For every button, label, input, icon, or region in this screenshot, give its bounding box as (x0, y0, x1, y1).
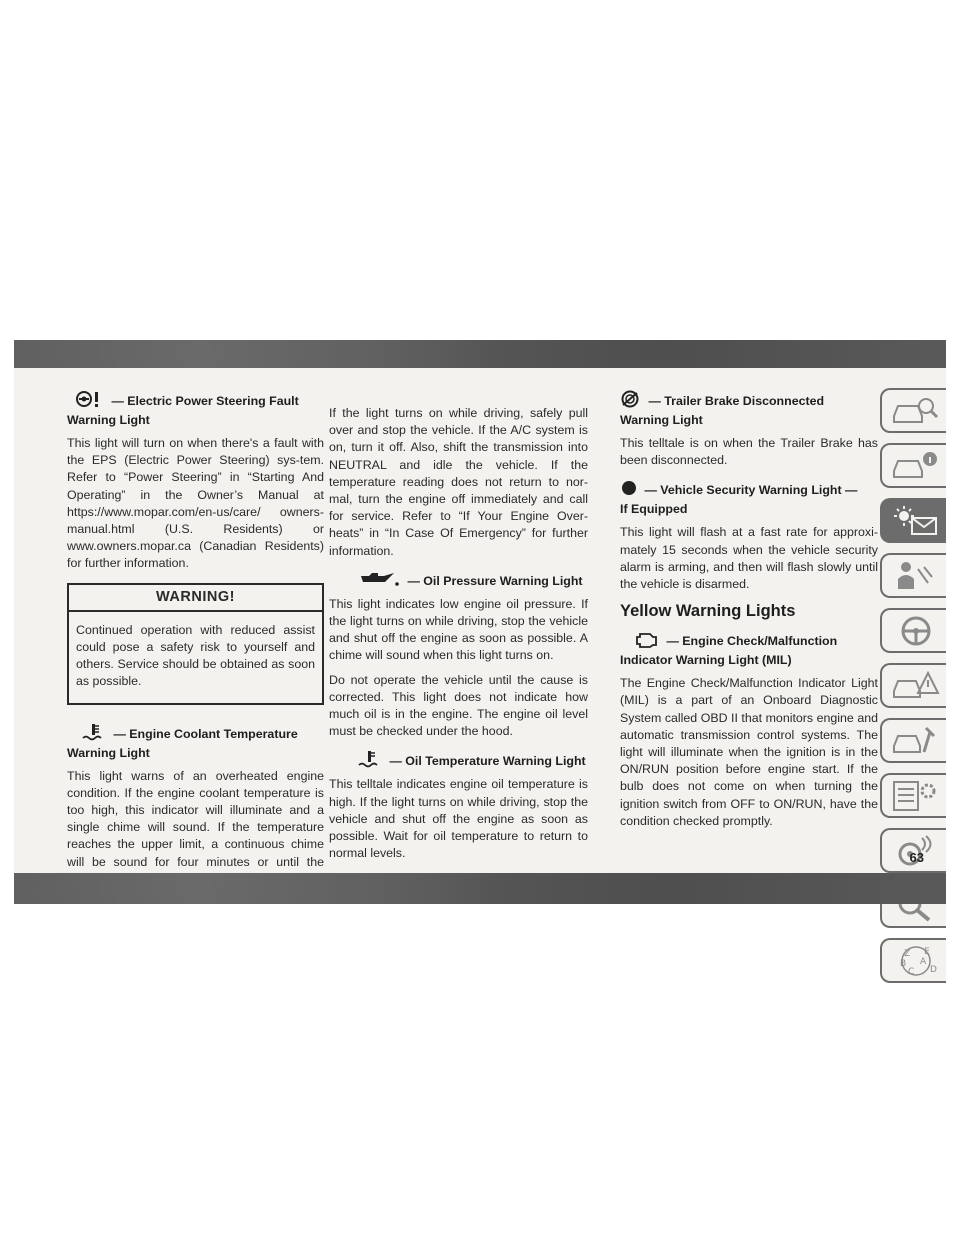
index-letter: C (908, 967, 915, 977)
trailer-title-b: Warning Light (620, 413, 703, 427)
mil-title-a: — Engine Check/Malfunction (666, 634, 838, 649)
trailer-text: This telltale is on when the Trailer Brake has been disconnected. (620, 436, 878, 468)
steering-wheel-icon (890, 614, 940, 648)
tab-index[interactable] (880, 938, 946, 983)
coolant-temp-icon (81, 727, 113, 741)
security-title-a: — Vehicle Security Warning Light — (644, 483, 858, 498)
warning-lights-icon (890, 504, 940, 538)
engine-check-icon (634, 634, 666, 648)
coolant-text: This light warns of an overheated engine condition. If the engine coolant temperature is too high, this indicator will illuminate and a single chime will sound. If the temperature reaches the upper limit, a continuous chime will be sound for four minutes or until the (67, 768, 324, 869)
oil-pressure-text-1: This light indicates low engine oil pressure. If the light turns on while driving, stop the vehicle and shut off the engine as soon as possible. A chime will sound when this light turns on. (329, 596, 588, 663)
tab-emergency[interactable] (880, 663, 946, 708)
eps-heading (67, 390, 324, 430)
column-1 (67, 390, 324, 895)
security-text: This light will flash at a fast rate for approxi-mately 15 seconds when the vehicle security alarm is arming, and then will flash slowly until the vehicle is disarmed. (620, 525, 878, 592)
oil-temp-text: This telltale indicates engine oil temperature is high. If the light turns on while driving, stop the vehicle and shut off the engine as soon as possible. Wait for oil temperature to return to normal levels. (329, 777, 588, 861)
tab-getting-to-know-vehicle[interactable] (880, 388, 946, 433)
oil-pressure-title: — Oil Pressure Warning Light (407, 573, 583, 588)
index-letters-icon (890, 944, 940, 978)
bottom-band (14, 873, 946, 904)
eps-text: This light will turn on when there's a fault with the EPS (Electric Power Steering) sys-tem. Refer to “Power Steering” in “Starting And Operating” in the Owner’s Manual at https://www.mopar.com/en-us/care/ owners-manual.html (U.S. Residents) or www.owners.mopar.ca (Canadian Residents) for further information. (67, 436, 324, 571)
mil-title-b: Indicator Warning Light (MIL) (620, 653, 792, 668)
tab-instrument-panel[interactable] (880, 443, 946, 488)
index-letter: Z (904, 949, 911, 959)
column-3 (620, 390, 878, 837)
oil-pressure-heading (329, 570, 588, 591)
trailer-heading (620, 390, 878, 430)
warning-title: WARNING! (69, 585, 322, 612)
index-letter: D (930, 965, 937, 975)
car-wrench-icon (890, 724, 940, 758)
security-light-icon (620, 483, 644, 497)
tab-starting-operating[interactable] (880, 608, 946, 653)
car-warning-icon (890, 669, 940, 703)
tab-servicing[interactable] (880, 718, 946, 763)
tab-warning-lights[interactable] (880, 498, 946, 543)
eps-title-a: — Electric Power Steering Fault (111, 394, 299, 408)
column-2 (329, 405, 588, 869)
coolant-title-a: — Engine Coolant Temperature (113, 726, 298, 741)
page-number: 63 (909, 850, 924, 865)
yellow-lights-heading: Yellow Warning Lights (620, 602, 796, 621)
mil-heading (620, 630, 878, 670)
top-band (14, 340, 946, 368)
coolant-heading (67, 723, 324, 763)
car-info-icon (890, 449, 940, 483)
security-heading (620, 479, 878, 519)
trailer-title-a: — Trailer Brake Disconnected (648, 394, 825, 408)
warning-box (67, 583, 324, 705)
manual-page (14, 368, 946, 977)
coolant-title-b: Warning Light (67, 745, 150, 760)
oil-can-icon (359, 574, 407, 588)
airbag-person-icon (890, 559, 940, 593)
index-letter: A (920, 957, 927, 967)
oil-temp-icon (357, 754, 389, 768)
coolant-continued-text: If the light turns on while driving, safely pull over and stop the vehicle. If the A/C system is on, turn it off. Also, shift the transmission into NEUTRAL and idle the vehicle. If the temperature reading does not return to nor-mal, turn the engine off immediately and call for service. Refer to “If Your Engine Over-heats” in “In Case Of Emergency” for further information. (329, 406, 588, 558)
settings-list-icon (890, 779, 940, 813)
index-letter: B (900, 959, 907, 969)
index-letter: E (924, 947, 930, 957)
oil-temp-heading (329, 750, 588, 771)
eps-title-b: Warning Light (67, 413, 150, 427)
security-title-b: If Equipped (620, 502, 688, 517)
tab-technical-specs[interactable] (880, 773, 946, 818)
oil-pressure-text-2: Do not operate the vehicle until the cause is corrected. This light does not indicate how much oil is in the engine. The engine oil level must be checked under the hood. (329, 672, 588, 739)
warning-text: Continued operation with reduced assist could pose a safety risk to yourself and others. Service should be obtained as soon as possible. (76, 622, 315, 689)
trailer-brake-icon (620, 394, 648, 408)
tab-safety[interactable] (880, 553, 946, 598)
eps-warning-icon (75, 394, 111, 408)
oil-temp-title: — Oil Temperature Warning Light (389, 754, 586, 769)
car-search-icon (890, 394, 940, 428)
mil-text: The Engine Check/Malfunction Indicator Light (MIL) is a part of an Onboard Diagnostic System called OBD II that monitors engine and automatic transmission control systems. The light will illuminate when the ignition is in the ON/RUN position before engine start. If the bulb does not come on when turning the ignition switch from OFF to ON/RUN, have the condition checked promptly. (620, 676, 878, 828)
